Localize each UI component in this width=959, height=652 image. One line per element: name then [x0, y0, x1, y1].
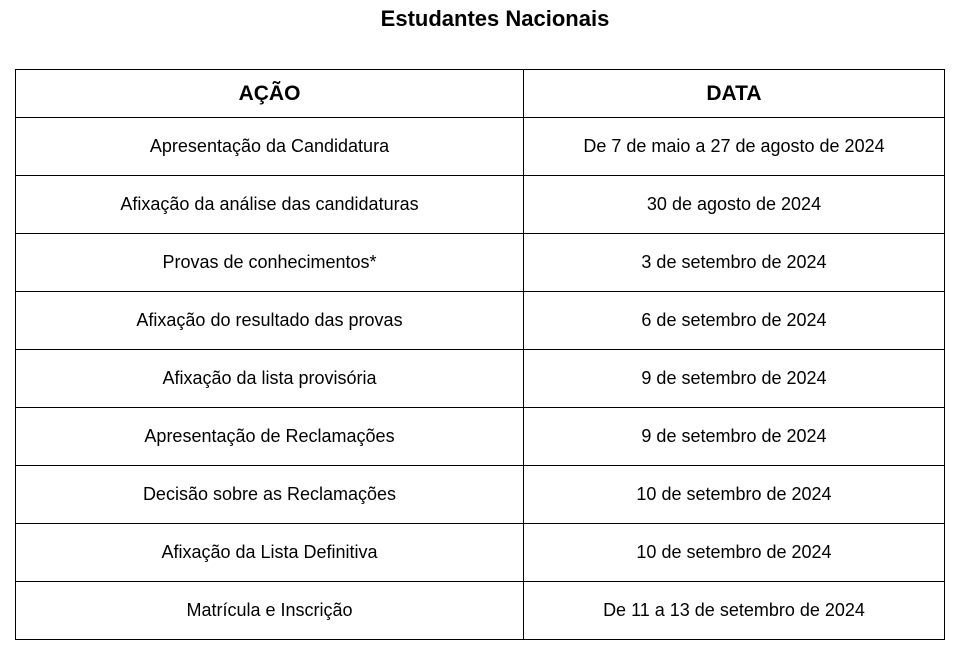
table-header-row [16, 70, 945, 118]
cell-acao: Matrícula e Inscrição [16, 582, 524, 640]
table-row [16, 176, 945, 234]
cell-acao: Afixação do resultado das provas [16, 292, 524, 350]
cell-data: De 11 a 13 de setembro de 2024 [524, 582, 945, 640]
cell-data: 9 de setembro de 2024 [524, 408, 945, 466]
table-row [16, 408, 945, 466]
page-title: Estudantes Nacionais [380, 6, 610, 31]
cell-data: 10 de setembro de 2024 [524, 466, 945, 524]
cell-acao: Afixação da Lista Definitiva [16, 524, 524, 582]
table-row [16, 234, 945, 292]
cell-acao: Decisão sobre as Reclamações [16, 466, 524, 524]
cell-acao: Apresentação da Candidatura [16, 118, 524, 176]
cell-acao: Provas de conhecimentos* [16, 234, 524, 292]
cell-acao: Afixação da análise das candidaturas [16, 176, 524, 234]
cell-data: 6 de setembro de 2024 [524, 292, 945, 350]
table-row [16, 466, 945, 524]
cell-acao: Afixação da lista provisória [16, 350, 524, 408]
cell-data: De 7 de maio a 27 de agosto de 2024 [524, 118, 945, 176]
table-row [16, 350, 945, 408]
table-row [16, 118, 945, 176]
table-row [16, 524, 945, 582]
table-row [16, 582, 945, 640]
cell-data: 30 de agosto de 2024 [524, 176, 945, 234]
table-row [16, 292, 945, 350]
schedule-table [15, 69, 945, 640]
column-header-acao: AÇÃO [16, 70, 524, 118]
cell-data: 9 de setembro de 2024 [524, 350, 945, 408]
column-header-data: DATA [524, 70, 945, 118]
cell-data: 3 de setembro de 2024 [524, 234, 945, 292]
cell-acao: Apresentação de Reclamações [16, 408, 524, 466]
cell-data: 10 de setembro de 2024 [524, 524, 945, 582]
